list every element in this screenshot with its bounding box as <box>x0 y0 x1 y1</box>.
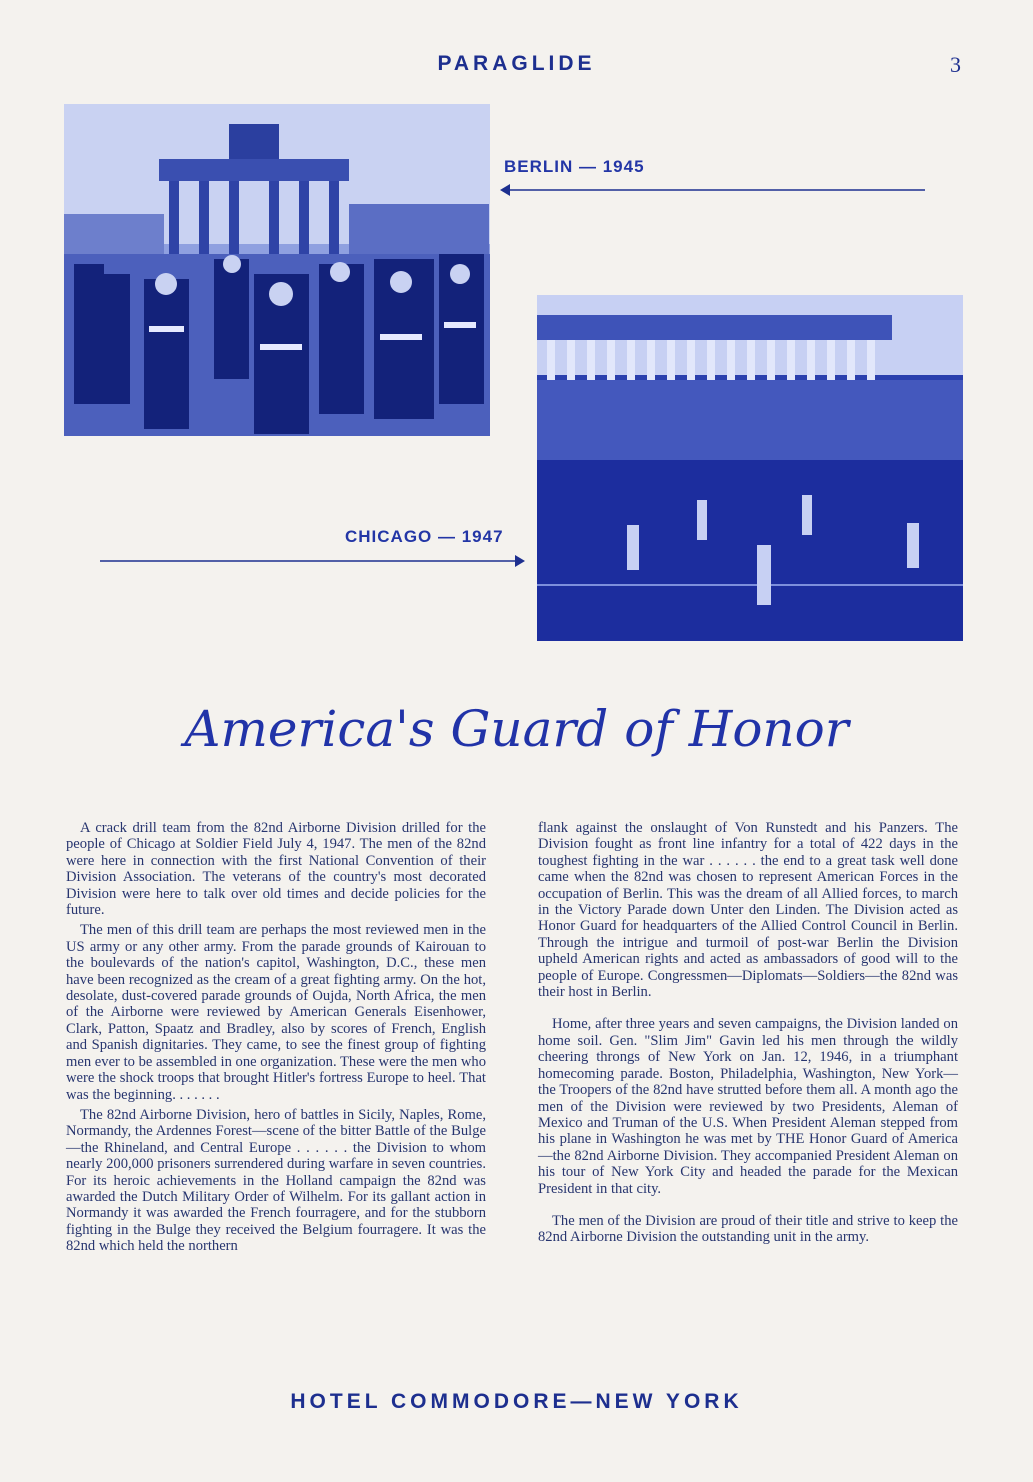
berlin-parade-photo <box>64 104 490 436</box>
footer: HOTEL COMMODORE—NEW YORK <box>290 1390 743 1413</box>
caption-berlin: BERLIN — 1945 <box>504 157 645 176</box>
paragraph: A crack drill team from the 82nd Airborne Division drilled for the people of Chicago at Soldier Field July 4, 1947. The men of the 82nd were here in connection with the first National Convention of their Division Association. The veterans of the country's most decorated Division were here to talk over old times and decide policies for the future. <box>66 820 486 919</box>
paragraph: The men of this drill team are perhaps the most reviewed men in the US army or any other army. From the parade grounds of Kairouan to the boulevards of the nation's capitol, Washington, D.C., these men have been recognized as the cream of a great fighting army. On the hot, desolate, dust-covered parade grounds of Oujda, North Africa, the men of the Airborne were reviewed by American Generals Eisenhower, Clark, Patton, Spaatz and Bradley, also by scores of French, English and Spanish dignitaries. They came, to see the finest group of fighting men ever to be assembled in one organization. These were the men who were the shock troops that brought Hitler's fortress Europe to heel. That was the beginning. . . . . . . <box>66 922 486 1103</box>
paragraph: Home, after three years and seven campaigns, the Division landed on home soil. Gen. "Slim Jim" Gavin led his men through the wildly cheering throngs of New York on Jan. 12, 1946, in a triumphant homecoming parade. Boston, Philadelphia, Washington, New York—the Troopers of the 82nd have strutted before them all. A month ago the men of the Division were reviewed by two Presidents, Aleman of Mexico and Truman of the U.S. When President Aleman stepped from his plane in Washington he was met by THE Honor Guard of America—the 82nd Airborne Division. They accompanied President Aleman on his tour of New York City and headed the parade for the Mexican President in that city. <box>538 1016 958 1197</box>
arrow-right-icon <box>100 553 525 569</box>
paragraph: The 82nd Airborne Division, hero of battles in Sicily, Naples, Rome, Normandy, the Ardennes Forest—scene of the bitter Battle of the Bulge—the Rhineland, and Central Europe . . . . . . the Division to whom nearly 200,000 prisoners surrendered during warfare in seven countries. For its heroic achievements in the Holland campaign the 82nd was awarded the Dutch Military Order of Wilhelm. For its gallant action in Normandy it was awarded the French fourragere, and for the stubborn fighting in the Bulge they received the Belgium fourragere. It was the 82nd which held the northern <box>66 1106 486 1255</box>
chicago-stadium-photo <box>537 295 963 641</box>
article-column-right <box>538 820 958 1246</box>
article-column-left <box>66 820 486 1255</box>
paragraph: The men of the Division are proud of their title and strive to keep the 82nd Airborne Division the outstanding unit in the army. <box>538 1212 958 1246</box>
arrow-left-icon <box>500 182 925 198</box>
stadium-photo-icon <box>537 295 963 641</box>
masthead: PARAGLIDE <box>437 52 596 75</box>
paragraph: flank against the onslaught of Von Runstedt and his Panzers. The Division fought as front line infantry for a total of 422 days in the toughest fighting in the war . . . . . . the end to a great task well done came when the 82nd was chosen to represent American Forces in the occupation of Berlin. This was the dream of all Allied forces, to march in the Victory Parade down Unter den Linden. The Division acted as Honor Guard for headquarters of the Allied Control Council in Berlin. Through the intrigue and turmoil of post-war Berlin the Division upheld American rights and acted as ambassadors of good will to the people of Europe. Congressmen—Diplomats—Soldiers—the 82nd was their host in Berlin. <box>538 820 958 1001</box>
article-title: America's Guard of Honor <box>184 700 849 758</box>
parade-photo-icon <box>64 104 490 436</box>
caption-chicago: CHICAGO — 1947 <box>345 527 504 546</box>
page-number: 3 <box>950 52 961 77</box>
